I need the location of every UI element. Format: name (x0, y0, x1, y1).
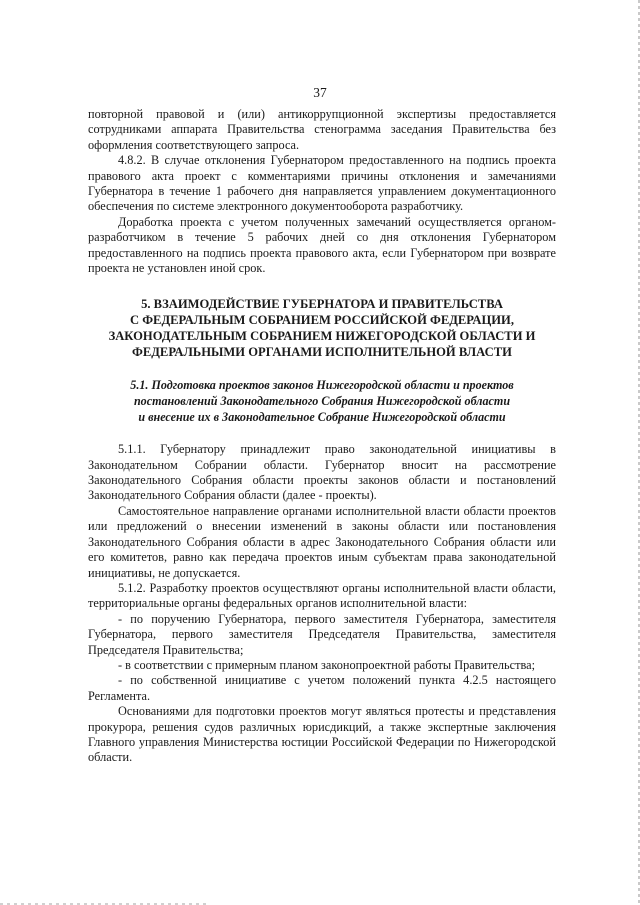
paragraph: Доработка проекта с учетом полученных замечаний осуществляется органом-разработчиком в течение 5 рабочих дней со дня отклонения Губернатором предоставленного на подпись проекта правового акта, если Губернатором при возврате проекта не установлен иной срок. (88, 214, 556, 276)
list-item: - по поручению Губернатора, первого заместителя Губернатора, заместителя Губернатора, первого заместителя Председателя Правительства, заместителя Председателя Правительства; (88, 611, 556, 657)
list-item: - по собственной инициативе с учетом положений пункта 4.2.5 настоящего Регламента. (88, 673, 556, 703)
paragraph: 5.1.1. Губернатору принадлежит право законодательной инициативы в Законодательном Собрании области. Губернатор вносит на рассмотрение Законодательного Собрания области проекты законов области и постановлений Законодательного Собрания области (далее - проекты). (88, 442, 556, 503)
list-item: - в соответствии с примерным планом законопроектной работы Правительства; (118, 657, 536, 672)
paragraph: 4.8.2. В случае отклонения Губернатором предоставленного на подпись проекта правового акта проект с комментариями причины отклонения и замечаниями Губернатора в течение 1 рабочего дня направляется управлением документационного обеспечения по системе электронного документооборота разработчику. (88, 153, 556, 214)
subsection-title-line: 5.1. Подготовка проектов законов Нижегородской области и проектов (130, 378, 514, 393)
paragraph: повторной правовой и (или) антикоррупционной экспертизы предоставляется сотрудниками аппарата Правительства стенограмма заседания Правительства без оформления соответствующего запроса. (88, 107, 556, 152)
page-number: 37 (313, 85, 327, 100)
subsection-title-line: постановлений Законодательного Собрания Нижегородской области (133, 394, 511, 409)
paragraph: 5.1.2. Разработку проектов осуществляют органы исполнительной власти области, территориальные органы федеральных органов исполнительной власти: (88, 580, 556, 611)
section-title (88, 296, 556, 360)
subsection-title (88, 378, 556, 425)
subsection-title-line: и внесение их в Законодательное Собрание Нижегородской области (138, 409, 506, 424)
section-title-line: ФЕДЕРАЛЬНЫМИ ОРГАНАМИ ИСПОЛНИТЕЛЬНОЙ ВЛАСТИ (132, 345, 512, 360)
paragraph: Самостоятельное направление органами исполнительной власти области проектов или предложений о внесении изменений в законы области или постановления Законодательного Собрания области в адрес Законодательного Собрания области или его комитетов, равно как передача проектов иным субъектам права законодательной инициативы, не допускается. (88, 503, 556, 580)
paragraph: Основаниями для подготовки проектов могут являться протесты и представления прокурора, решения судов различных юрисдикций, а также экспертные заключения Главного управления Министерства юстиции Российской Федерации по Нижегородской области. (88, 704, 556, 765)
document-body (88, 107, 556, 766)
section-title-line: 5. ВЗАИМОДЕЙСТВИЕ ГУБЕРНАТОРА И ПРАВИТЕЛЬСТВА (141, 297, 503, 312)
section-title-line: С ФЕДЕРАЛЬНЫМ СОБРАНИЕМ РОССИЙСКОЙ ФЕДЕРАЦИИ, (129, 313, 515, 328)
section-title-line: ЗАКОНОДАТЕЛЬНЫМ СОБРАНИЕМ НИЖЕГОРОДСКОЙ ОБЛАСТИ И (108, 329, 536, 344)
